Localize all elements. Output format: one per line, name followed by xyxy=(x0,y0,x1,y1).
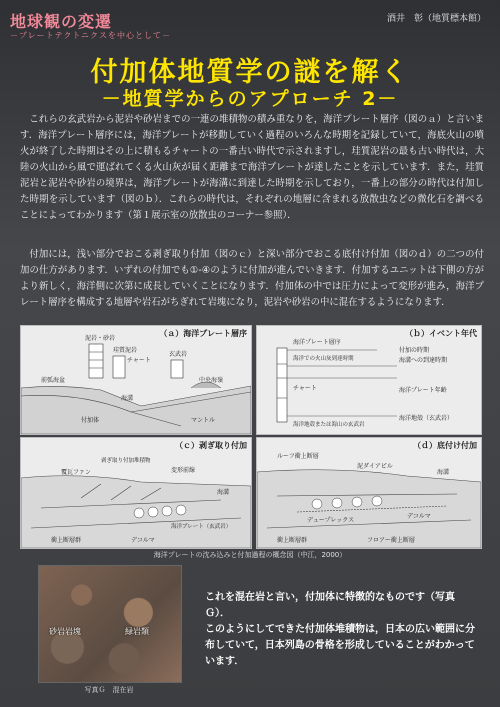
label-mantle: マントル xyxy=(191,417,216,424)
body-paragraph-1 xyxy=(20,112,484,224)
label-thrust: 衝上断層群 xyxy=(51,537,82,544)
closing-line-2: このようにしてできた付加体堆積物は，日本の広い範囲に分布していて，日本列島の骨格を形成していることがわかっています． xyxy=(205,624,475,667)
label-trench-time: 海溝への到達時期 xyxy=(399,357,448,364)
label-trench: 海溝 xyxy=(121,395,134,402)
panel-label: （ｄ）底付け付加 xyxy=(413,441,477,450)
label-chert-age: 海洋プレート年齢 xyxy=(399,387,447,394)
label-basalt: 海洋地殻または海山の玄武岩 xyxy=(293,422,365,428)
label-floor: フロアー衝上断層 xyxy=(367,537,415,544)
label-deposits: 剥ぎ取り付加堆積物 xyxy=(101,458,151,464)
panel-label: （ｃ）剥ぎ取り付加 xyxy=(175,441,247,450)
label-duplex: デコルマ xyxy=(131,537,155,544)
label-basalt: 玄武岩 xyxy=(169,351,188,358)
label-forearc: 前弧海盆 xyxy=(41,377,66,384)
panel-underplating xyxy=(256,437,482,549)
closing-line-1: これを混在岩と言い，付加体に特徴的なものです（写真Ｇ）． xyxy=(205,592,455,619)
photo-label-right: 緑岩類 xyxy=(125,627,149,636)
photo-caption: 写真Ｇ 混在岩 xyxy=(84,686,134,694)
label-mudsand: 泥岩・砂岩 xyxy=(85,335,116,342)
label-siliceous: 珪質泥岩 xyxy=(113,347,138,354)
panel-event-ages xyxy=(256,325,482,435)
panel-b-diagram xyxy=(257,326,481,434)
main-title: 付加体地質学の謎を解く xyxy=(90,57,410,88)
author-credit: 酒井 彰（地質標本館） xyxy=(386,14,486,24)
melange-photo xyxy=(38,565,182,683)
panel-label: （ａ）海洋プレート層序 xyxy=(159,329,247,338)
label-trench: 海溝 xyxy=(217,489,230,496)
label-ash-time: 海洋での火山灰到達時期 xyxy=(293,356,354,362)
label-accretion: 付加体 xyxy=(81,417,100,424)
label-roof: ルーフ衝上断層 xyxy=(277,453,319,460)
paragraph-text: これらの玄武岩から泥岩や砂岩までの一連の堆積物の積み重なりを，海洋プレート層序（図のａ）と言います．海洋プレート層序には，海洋プレートが移動していく過程のいろんな時期を記録していて，海底火山の噴火が終了した時期はその上に積もるチャートの一番古い時代で示されますし，珪質泥岩の最も古い時代は，大陸の火山から風で運ばれてくる火山灰が届く距離まで海洋プレートが達したことを示しています．また，珪質泥岩と泥岩や砂岩の境界は，海洋プレートが海溝に到達した時期を示しており，一番上の部分の時代は付加した時期を示しています（図のｂ）．これらの時代は，それぞれの地層に含まれる放散虫などの微化石を調べることによってわかります（第１展示室の放散虫のコーナー参照）． xyxy=(20,114,484,221)
photo-label-left: 砂岩岩塊 xyxy=(49,627,81,636)
series-subtitle: －プレートテクトニクスを中心として－ xyxy=(10,31,171,40)
figure-caption: 海洋プレートの沈み込みと付加過程の概念図（中江，2000） xyxy=(153,551,347,559)
panel-a-diagram xyxy=(21,326,251,434)
label-accretion-time: 付加の時期 xyxy=(399,347,430,354)
panel-d-diagram xyxy=(257,438,481,548)
accretion-figure xyxy=(20,325,482,548)
label-chert: チャート xyxy=(293,385,317,392)
label-chert: チャート xyxy=(127,357,151,364)
label-basalt-short: 海洋地殻（玄武岩） xyxy=(399,415,454,422)
label-thrust: 衝上断層群 xyxy=(277,537,308,544)
panel-ocean-plate-stratigraphy xyxy=(20,325,252,435)
label-trench: 海溝 xyxy=(437,469,450,476)
panel-label: （ｂ）イベント年代 xyxy=(405,329,477,338)
label-fan: 覆瓦ファン xyxy=(61,469,91,476)
label-duplex: デュープレックス xyxy=(307,517,355,524)
main-subtitle: －地質学からのアプローチ 2－ xyxy=(101,88,399,110)
series-title: 地球観の変遷 xyxy=(10,12,113,31)
label-decollement: デコルマ xyxy=(407,513,431,520)
label-stratigraphy: 海洋プレート層序 xyxy=(293,339,341,346)
label-oceanic: 海洋プレート（玄武岩） xyxy=(171,524,232,530)
panel-c-diagram xyxy=(21,438,251,548)
label-melange: 泥ダイアピル xyxy=(357,463,393,470)
body-paragraph-2 xyxy=(20,247,484,311)
closing-text xyxy=(205,590,475,670)
paragraph-text: 付加には，浅い部分でおこる剥ぎ取り付加（図のｃ）と深い部分でおこる底付け付加（図のｄ）の二つの付加の仕方があります．いずれの付加でも①-④のように付加が進んでいきます．付加するユニットは下側の方がより新しく，海洋側に次第に成長していくことになります．付加体の中では圧力によって変形が進み，海洋プレート層序を構成する地層や岩石がちぎれて岩塊になり，泥岩や砂岩の中に混在するようになります． xyxy=(20,249,484,308)
panel-offscraping xyxy=(20,437,252,549)
label-ridge: 中央海嶺 xyxy=(199,377,224,384)
label-deformed: 変形前線 xyxy=(171,467,196,474)
